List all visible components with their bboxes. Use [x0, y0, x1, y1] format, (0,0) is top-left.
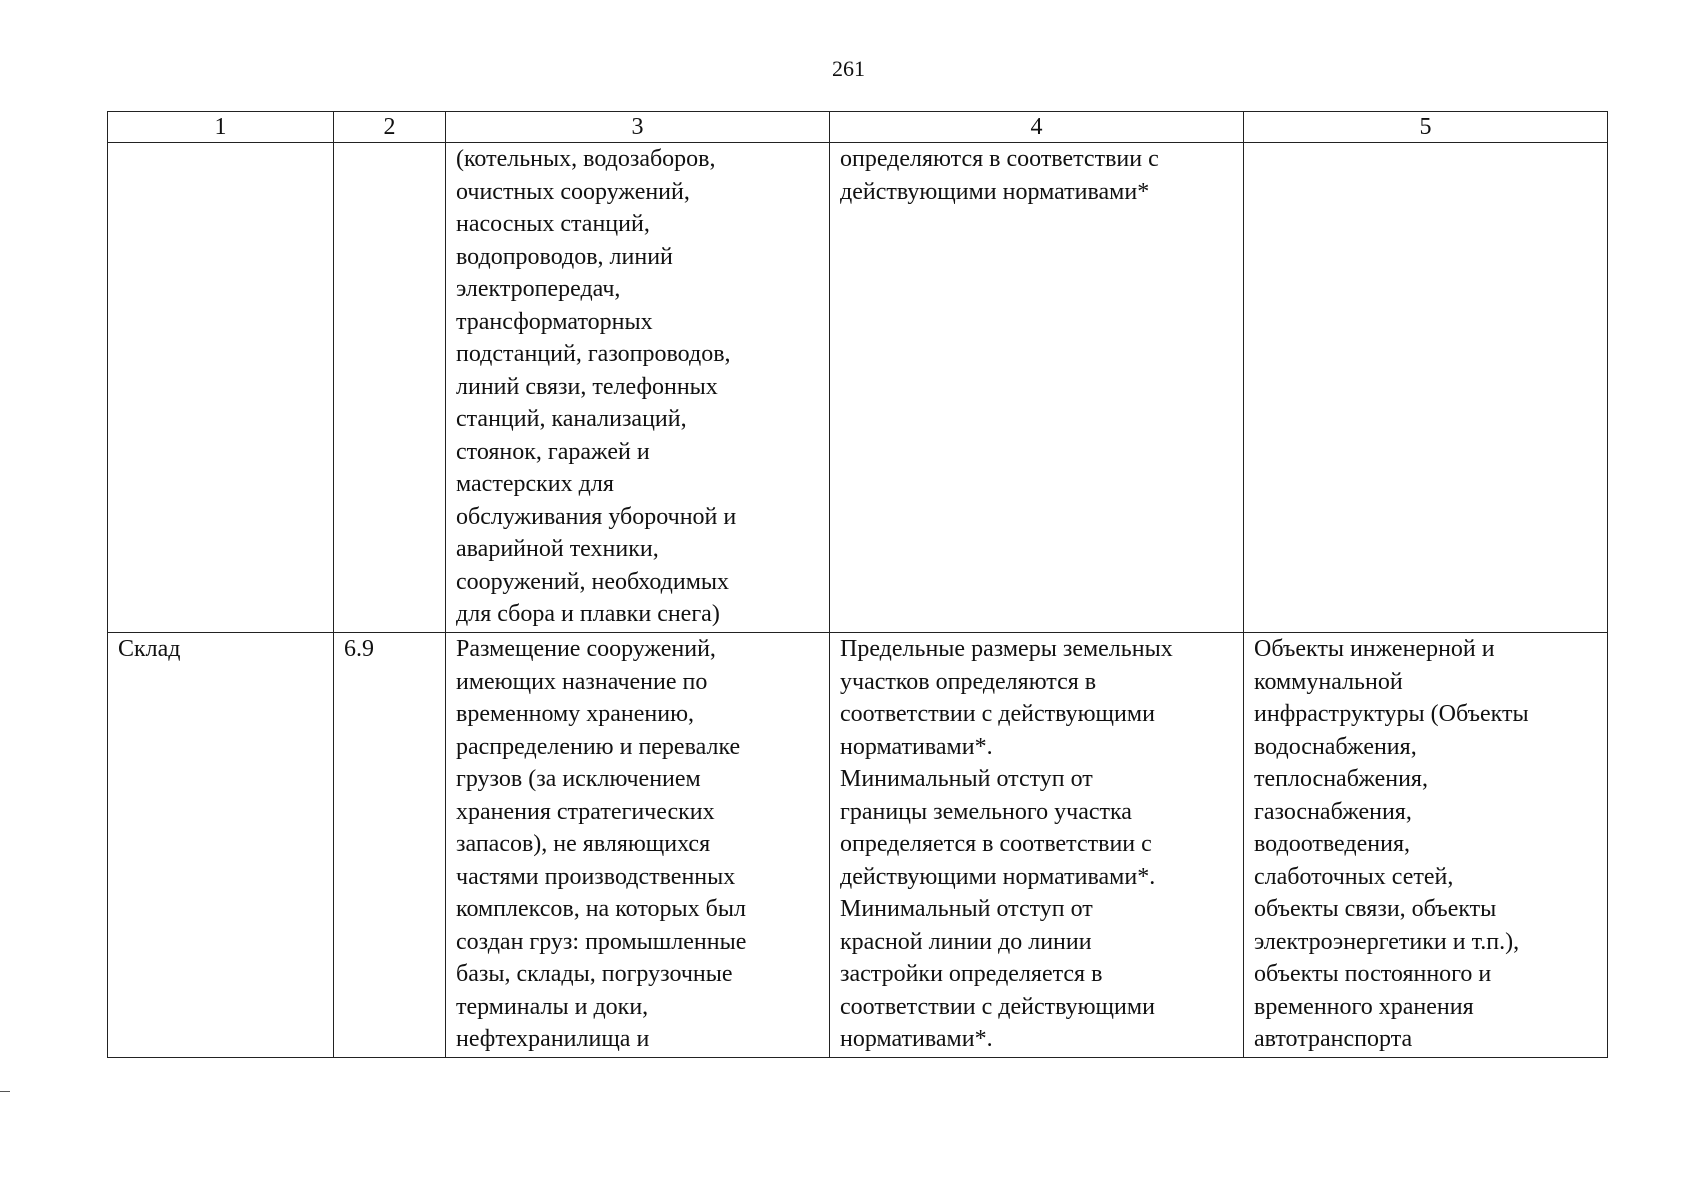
column-header-4: 4 [830, 112, 1244, 143]
row-code-cell [334, 143, 446, 633]
page-number: 261 [832, 56, 865, 81]
row-name-cell: Склад [108, 633, 334, 1058]
margin-mark [0, 1091, 10, 1092]
row-name-cell [108, 143, 334, 633]
table-row [108, 633, 1608, 1058]
row-description-cell: Размещение сооружений, имеющих назначение по временному хранению, распределению и перевалке грузов (за исключением хранения стратегических запасов), не являющихся частями производственных комплексов, на которых был создан груз: промышленные базы, склады, погрузочные терминалы и доки, нефтехранилища и [446, 633, 830, 1058]
row-auxiliary-cell: Объекты инженерной и коммунальной инфраструктуры (Объекты водоснабжения, теплоснабжения, газоснабжения, водоотведения, слаботочных сетей, объекты связи, объекты электроэнергетики и т.п.), объекты постоянного и временного хранения автотранспорта [1244, 633, 1608, 1058]
table-header-row [108, 112, 1608, 143]
column-header-2: 2 [334, 112, 446, 143]
document-table [107, 111, 1608, 1058]
column-header-1: 1 [108, 112, 334, 143]
table-row [108, 143, 1608, 633]
row-parameters-cell: определяются в соответствии с действующими нормативами* [830, 143, 1244, 633]
row-parameters-cell: Предельные размеры земельных участков определяются в соответствии с действующими нормативами*. Минимальный отступ от границы земельного участка определяется в соответствии с действующими нормативами*. Минимальный отступ от красной линии до линии застройки определяется в соответствии с действующими нормативами*. [830, 633, 1244, 1058]
column-header-5: 5 [1244, 112, 1608, 143]
row-code-cell: 6.9 [334, 633, 446, 1058]
row-description-cell: (котельных, водозаборов, очистных сооружений, насосных станций, водопроводов, линий электропередач, трансформаторных подстанций, газопроводов, линий связи, телефонных станций, канализаций, стоянок, гаражей и мастерских для обслуживания уборочной и аварийной техники, сооружений, необходимых для сбора и плавки снега) [446, 143, 830, 633]
column-header-3: 3 [446, 112, 830, 143]
row-auxiliary-cell [1244, 143, 1608, 633]
